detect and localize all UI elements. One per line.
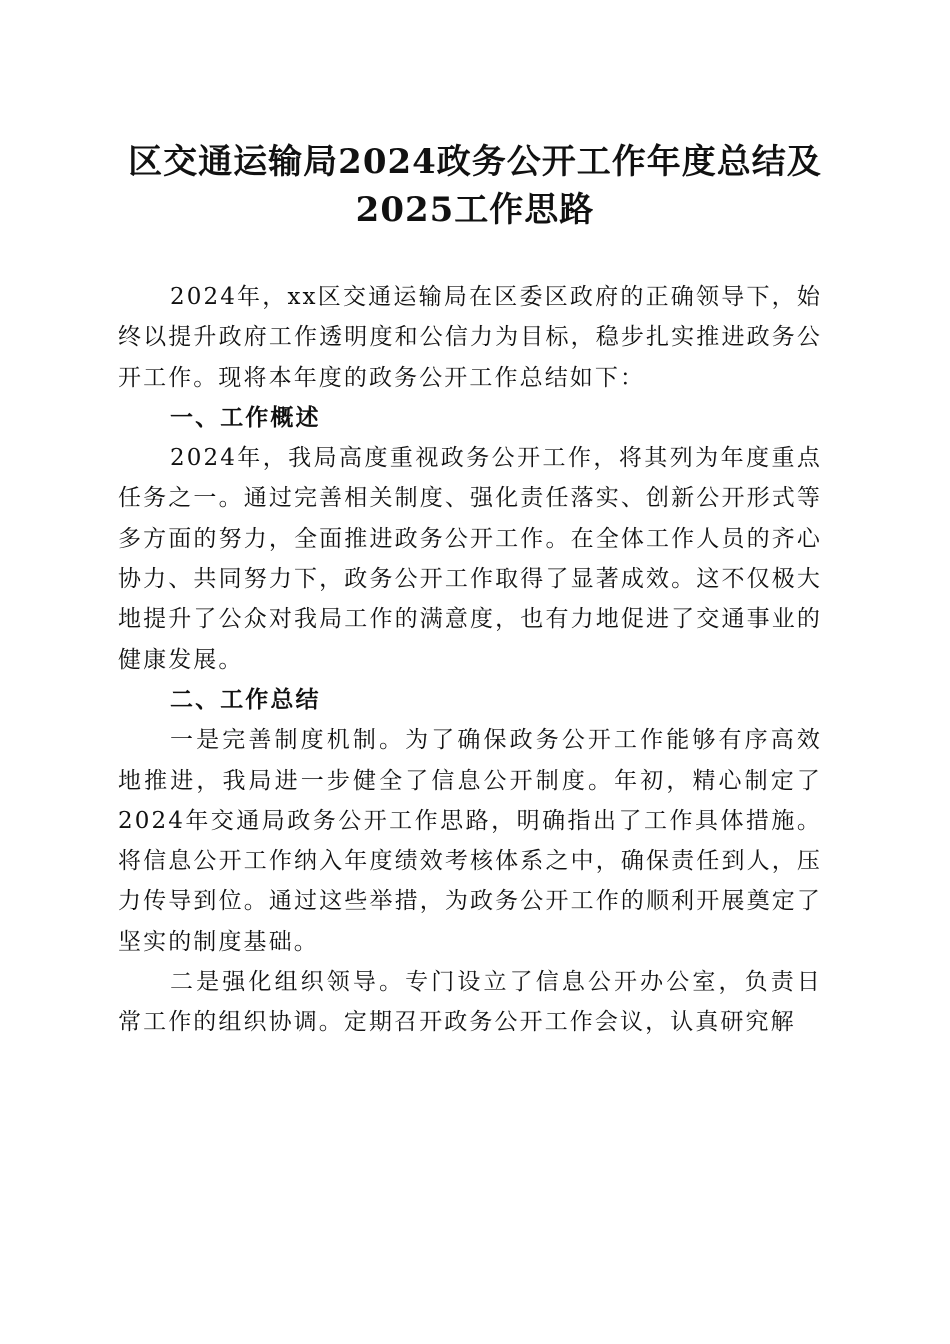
item-2-body: 专门设立了信息公开办公室，负责日常工作的组织协调。定期召开政务公开工作会议，认真研究解 [118,969,822,1036]
overview-paragraph: 2024年，我局高度重视政务公开工作，将其列为年度重点任务之一。通过完善相关制度、强化责任落实、创新公开形式等多方面的努力，全面推进政务公开工作。在全体工作人员的齐心协力、共同努力下，政务公开工作取得了显著成效。这不仅极大地提升了公众对我局工作的满意度，也有力地促进了交通事业的健康发展。 [118,445,822,673]
summary-item-2 [118,962,822,1043]
item-2-lead: 二是强化组织领导。 [170,969,406,996]
summary-item-1 [118,720,822,962]
section-heading-summary: 二、工作总结 [170,686,321,713]
document-title [100,138,850,234]
item-1-body: 为了确保政务公开工作能够有序高效地推进，我局进一步健全了信息公开制度。年初，精心制定了2024年交通局政务公开工作思路，明确指出了工作具体措施。将信息公开工作纳入年度绩效考核体系之中，确保责任到人，压力传导到位。通过这些举措，为政务公开工作的顺利开展奠定了坚实的制度基础。 [118,727,822,955]
document-body [118,277,822,1043]
section-heading-overview: 一、工作概述 [170,404,321,431]
intro-paragraph: 2024年，xx区交通运输局在区委区政府的正确领导下，始终以提升政府工作透明度和公信力为目标，稳步扎实推进政务公开工作。现将本年度的政务公开工作总结如下： [118,284,822,391]
title-line-2: 2025工作思路 [355,190,595,230]
item-1-lead: 一是完善制度机制。 [170,727,406,754]
title-line-1: 区交通运输局2024政务公开工作年度总结及 [128,142,822,182]
